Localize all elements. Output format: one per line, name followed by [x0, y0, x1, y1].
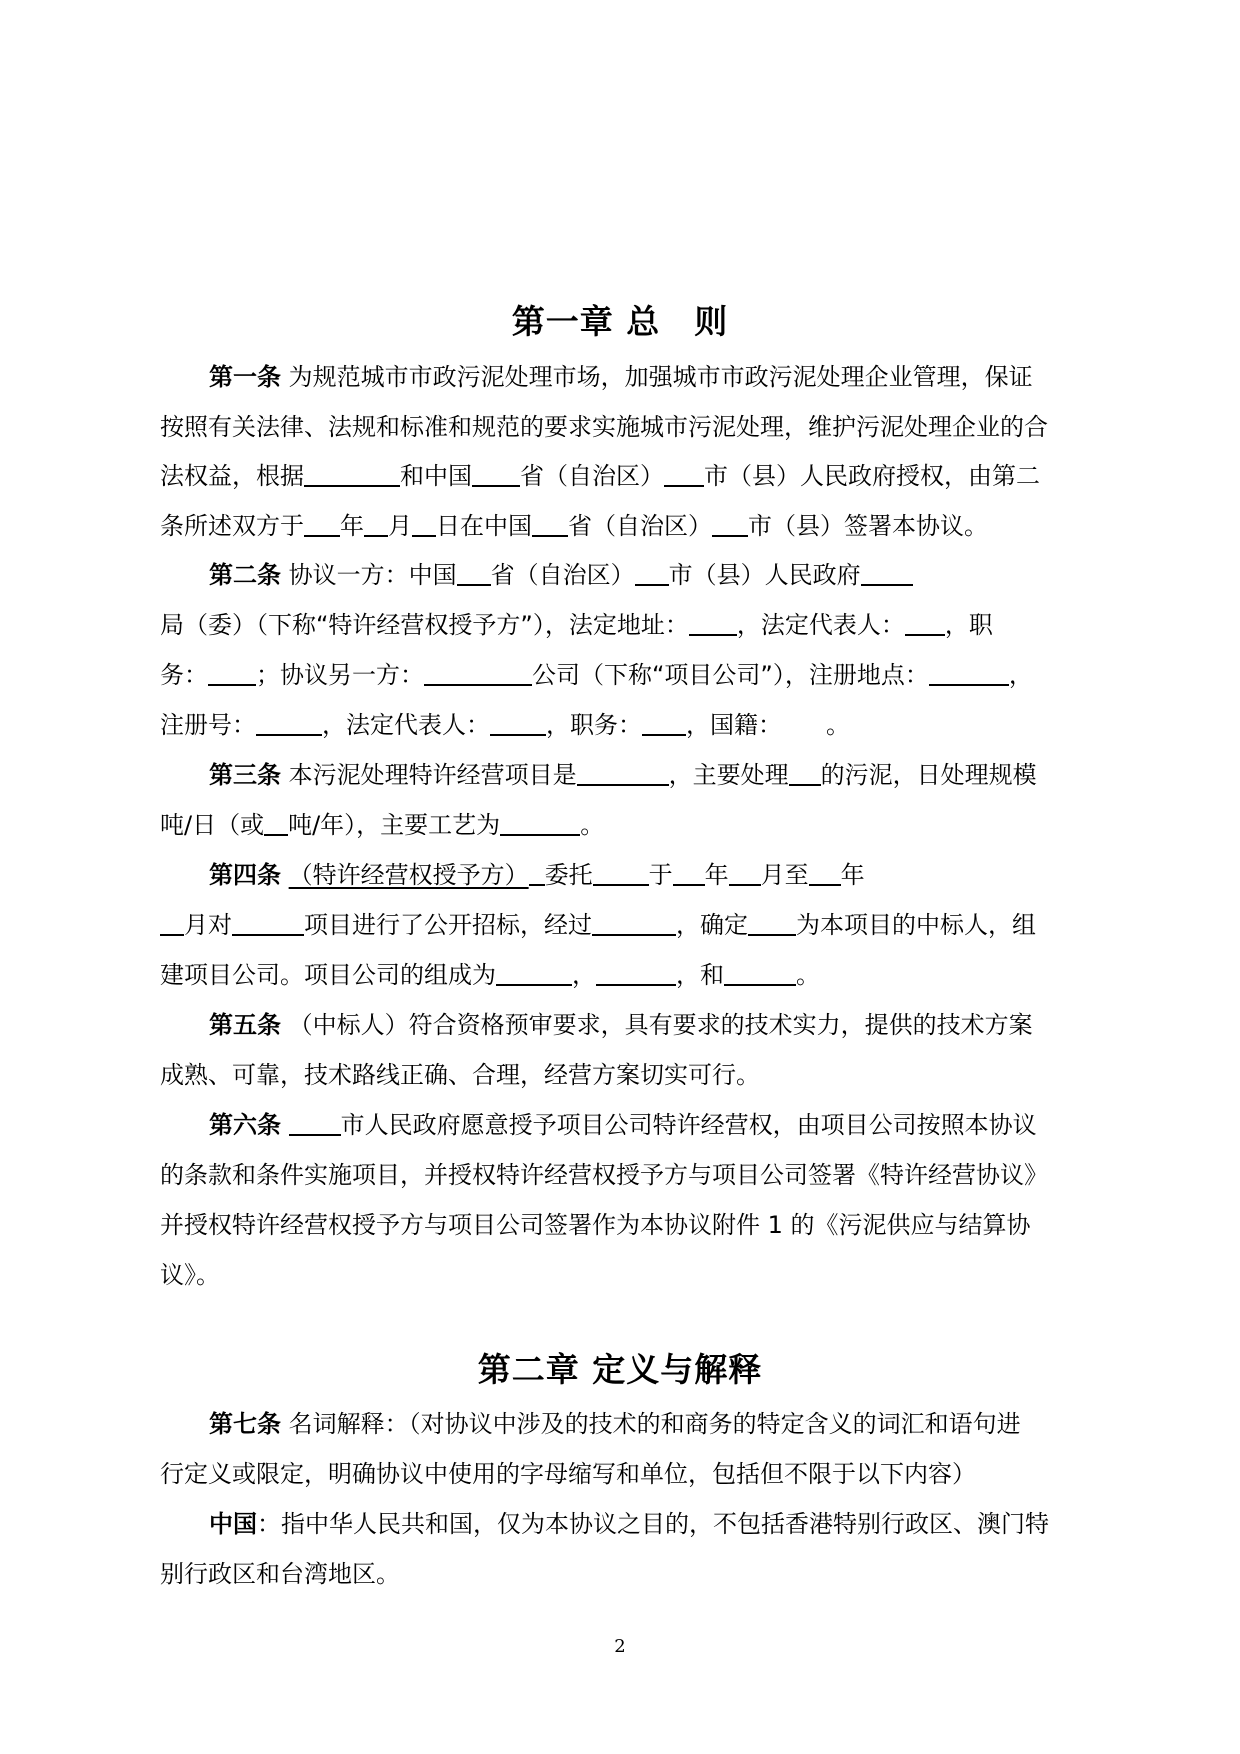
blank-field[interactable] — [724, 962, 796, 986]
article-3-label: 第三条 — [209, 761, 281, 789]
article-4-line-2: 月对 项目进行了公开招标，经过 ，确定 为本项目的中标人，组 — [160, 910, 1036, 940]
article-6-line-4: 议》。 — [160, 1261, 220, 1289]
article-1-line-1: 第一条 为规范城市市政污泥处理市场，加强城市市政污泥处理企业管理，保证 — [209, 363, 1033, 391]
article-1-line-4: 条所述双方于 年 月 日在中国 省（自治区） 市（县）签署本协议。 — [160, 512, 988, 540]
blank-field[interactable] — [304, 463, 400, 487]
article-2-line-2: 局（委）（下称“特许经营权授予方”），法定地址： ，法定代表人： ，职 — [160, 611, 993, 639]
article-2-line-1: 第二条 协议一方：中国 省（自治区） 市（县）人民政府 — [209, 560, 913, 590]
blank-field[interactable] — [264, 812, 288, 836]
blank-field[interactable] — [532, 513, 568, 537]
blank-field[interactable] — [789, 762, 821, 786]
blank-field[interactable] — [457, 562, 491, 586]
blank-field[interactable] — [729, 862, 761, 886]
article-7-line-1: 第七条 名词解释：（对协议中涉及的技术的和商务的特定含义的词汇和语句进 — [209, 1410, 1021, 1438]
article-4-label: 第四条 — [209, 861, 281, 889]
blank-field[interactable] — [412, 513, 436, 537]
blank-field[interactable] — [635, 562, 669, 586]
blank-field[interactable] — [673, 862, 705, 886]
blank-field[interactable] — [748, 912, 796, 936]
article-6-line-2: 的条款和条件实施项目，并授权特许经营权授予方与项目公司签署《特许经营协议》 — [160, 1161, 1048, 1189]
blank-field[interactable] — [289, 1112, 341, 1136]
blank-field[interactable] — [529, 862, 545, 886]
page-number: 2 — [614, 1636, 626, 1657]
article-2-line-4: 注册号： ，法定代表人： ，职务： ，国籍： 。 — [160, 711, 850, 739]
blank-field[interactable] — [500, 812, 580, 836]
blank-field[interactable] — [592, 912, 676, 936]
blank-field[interactable] — [929, 662, 1009, 686]
chapter-2-title: 第二章 定义与解释 — [477, 1350, 763, 1389]
blank-field[interactable] — [364, 513, 388, 537]
blank-field[interactable] — [496, 962, 572, 986]
blank-field[interactable] — [664, 463, 704, 487]
blank-field[interactable] — [689, 612, 737, 636]
article-7-label: 第七条 — [209, 1410, 281, 1438]
blank-field[interactable] — [809, 862, 841, 886]
article-2-line-3: 务： ；协议另一方： 公司（下称“项目公司”），注册地点： ， — [160, 661, 1033, 689]
blank-field[interactable] — [861, 562, 913, 586]
article-4-line-1: 第四条 （特许经营权授予方） 委托 于 年 月至 年 — [209, 861, 865, 889]
article-6-line-1: 第六条 市人民政府愿意授予项目公司特许经营权，由项目公司按照本协议 — [209, 1111, 1037, 1139]
blank-field[interactable] — [905, 612, 945, 636]
blank-field[interactable] — [593, 862, 649, 886]
blank-field[interactable] — [232, 912, 304, 936]
article-7-line-2: 行定义或限定，明确协议中使用的字母缩写和单位，包括但不限于以下内容） — [160, 1460, 976, 1488]
article-4-line-3: 建项目公司。项目公司的组成为 ， ，和 。 — [160, 961, 820, 989]
chapter-1-title: 第一章 总 则 — [511, 302, 729, 341]
definition-china-line-2: 别行政区和台湾地区。 — [160, 1560, 400, 1588]
article-1-label: 第一条 — [209, 363, 281, 391]
article-3-line-1: 第三条 本污泥处理特许经营项目是 ，主要处理 的污泥，日处理规模 — [209, 761, 1037, 789]
article-5-line-2: 成熟、可靠，技术路线正确、合理，经营方案切实可行。 — [160, 1061, 760, 1089]
blank-field[interactable] — [208, 662, 256, 686]
blank-field[interactable] — [596, 962, 676, 986]
blank-field[interactable] — [304, 513, 340, 537]
blank-field[interactable] — [577, 762, 669, 786]
blank-field[interactable] — [160, 912, 184, 936]
article-5-label: 第五条 — [209, 1011, 281, 1039]
article-6-line-3: 并授权特许经营权授予方与项目公司签署作为本协议附件 1 的《污泥供应与结算协 — [160, 1211, 1031, 1239]
blank-field[interactable] — [712, 513, 748, 537]
article-2-label: 第二条 — [209, 561, 281, 589]
blank-field[interactable] — [424, 662, 532, 686]
article-1-line-3: 法权益，根据 和中国 省（自治区） 市（县）人民政府授权，由第二 — [160, 462, 1040, 490]
article-5-line-1: 第五条 （中标人）符合资格预审要求，具有要求的技术实力，提供的技术方案 — [209, 1011, 1033, 1039]
article-1-line-2: 按照有关法律、法规和标准和规范的要求实施城市污泥处理，维护污泥处理企业的合 — [160, 413, 1048, 441]
blank-field[interactable] — [256, 712, 322, 736]
blank-field[interactable] — [642, 712, 686, 736]
article-3-line-2: 吨/日（或 吨/年），主要工艺为 。 — [160, 811, 605, 839]
blank-field[interactable] — [490, 712, 546, 736]
article-6-label: 第六条 — [209, 1111, 281, 1139]
definition-china-line-1: 中国：指中华人民共和国，仅为本协议之目的，不包括香港特别行政区、澳门特 — [209, 1510, 1049, 1538]
blank-field[interactable] — [472, 463, 520, 487]
definition-china-label: 中国 — [209, 1510, 257, 1538]
